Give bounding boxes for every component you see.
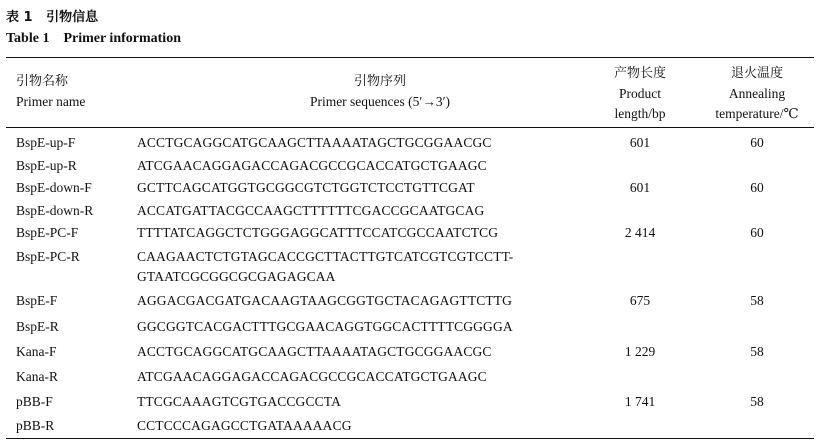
header-product-length-zh: 产物长度 — [613, 66, 666, 81]
primer-name-cell: BspE-F — [16, 293, 58, 308]
annealing-temperature-cell: 60 — [750, 180, 764, 195]
product-length-cell: 601 — [629, 180, 651, 195]
primer-name-cell: pBB-F — [16, 394, 53, 409]
product-length-cell: 675 — [629, 293, 651, 308]
header-primer-sequence — [250, 72, 510, 112]
primer-name-cell: pBB-R — [16, 418, 55, 433]
table-caption-zh: 表 1 引物信息 — [6, 10, 99, 25]
primer-name-cell: BspE-PC-F — [16, 225, 79, 240]
primer-sequence-cell: ACCATGATTACGCCAAGCTTTTTTCGACCGCAATGCAG — [137, 203, 485, 218]
bottom-rule — [6, 438, 814, 439]
primer-name-cell: Kana-R — [16, 369, 58, 384]
primer-sequence-cell: ACCTGCAGGCATGCAAGCTTAAAATAGCTGCGGAACGC — [137, 344, 492, 359]
primer-sequence-cell: ACCTGCAGGCATGCAAGCTTAAAATAGCTGCGGAACGC — [137, 135, 492, 150]
primer-sequence-continuation: GTAATCGCGGCGCGAGAGCAA — [137, 269, 336, 284]
header-product-length-en2: length/bp — [614, 106, 666, 121]
table-caption-en: Table 1 Primer information — [6, 31, 181, 46]
annealing-temperature-cell: 58 — [750, 344, 764, 359]
primer-sequence-cell: ATCGAACAGGAGACCAGACGCCGCACCATGCTGAAGC — [137, 158, 487, 173]
header-primer-name-en: Primer name — [16, 94, 86, 109]
primer-name-cell: Kana-F — [16, 344, 57, 359]
primer-name-cell: BspE-down-F — [16, 180, 92, 195]
primer-name-cell: BspE-down-R — [16, 203, 94, 218]
product-length-cell: 2 414 — [624, 225, 656, 240]
header-annealing-temperature-en1: Annealing — [728, 86, 786, 101]
primer-name-cell: BspE-R — [16, 319, 59, 334]
header-annealing-temperature-zh: 退火温度 — [730, 66, 783, 81]
header-primer-sequence-zh: 引物序列 — [353, 74, 406, 89]
product-length-cell: 1 741 — [624, 394, 656, 409]
top-rule — [6, 57, 814, 58]
primer-name-cell: BspE-up-R — [16, 158, 77, 173]
header-annealing-temperature — [702, 64, 812, 124]
header-annealing-temperature-en2: temperature/℃ — [715, 106, 799, 121]
header-rule — [6, 127, 814, 128]
header-primer-sequence-en: Primer sequences (5′→3′) — [309, 94, 451, 109]
primer-sequence-cell: CCTCCCAGAGCCTGATAAAAACG — [137, 418, 352, 433]
primer-sequence-cell: GCTTCAGCATGGTGCGGCGTCTGGTCTCCTGTTCGAT — [137, 180, 475, 195]
primer-sequence-cell: AGGACGACGATGACAAGTAAGCGGTGCTACAGAGTTCTTG — [137, 293, 513, 308]
header-primer-name-zh: 引物名称 — [16, 74, 69, 89]
annealing-temperature-cell: 58 — [750, 394, 764, 409]
primer-sequence-cell: GGCGGTCACGACTTTGCGAACAGGTGGCACTTTTCGGGGA — [137, 319, 513, 334]
annealing-temperature-cell: 58 — [750, 293, 764, 308]
product-length-cell: 601 — [629, 135, 651, 150]
annealing-temperature-cell: 60 — [750, 135, 764, 150]
header-product-length-en1: Product — [619, 86, 661, 101]
primer-name-cell: BspE-up-F — [16, 135, 76, 150]
annealing-temperature-cell: 60 — [750, 225, 764, 240]
header-product-length — [596, 64, 684, 124]
primer-sequence-cell: ATCGAACAGGAGACCAGACGCCGCACCATGCTGAAGC — [137, 369, 487, 384]
primer-sequence-cell: CAAGAACTCTGTAGCACCGCTTACTTGTCATCGTCGTCCTT- — [137, 249, 514, 264]
header-primer-name — [16, 72, 85, 112]
product-length-cell: 1 229 — [624, 344, 656, 359]
primer-sequence-cell: TTCGCAAAGTCGTGACCGCCTA — [137, 394, 341, 409]
primer-sequence-cell: TTTTATCAGGCTCTGGGAGGCATTTCCATCGCCAATCTCG — [137, 225, 499, 240]
primer-name-cell: BspE-PC-R — [16, 249, 80, 264]
